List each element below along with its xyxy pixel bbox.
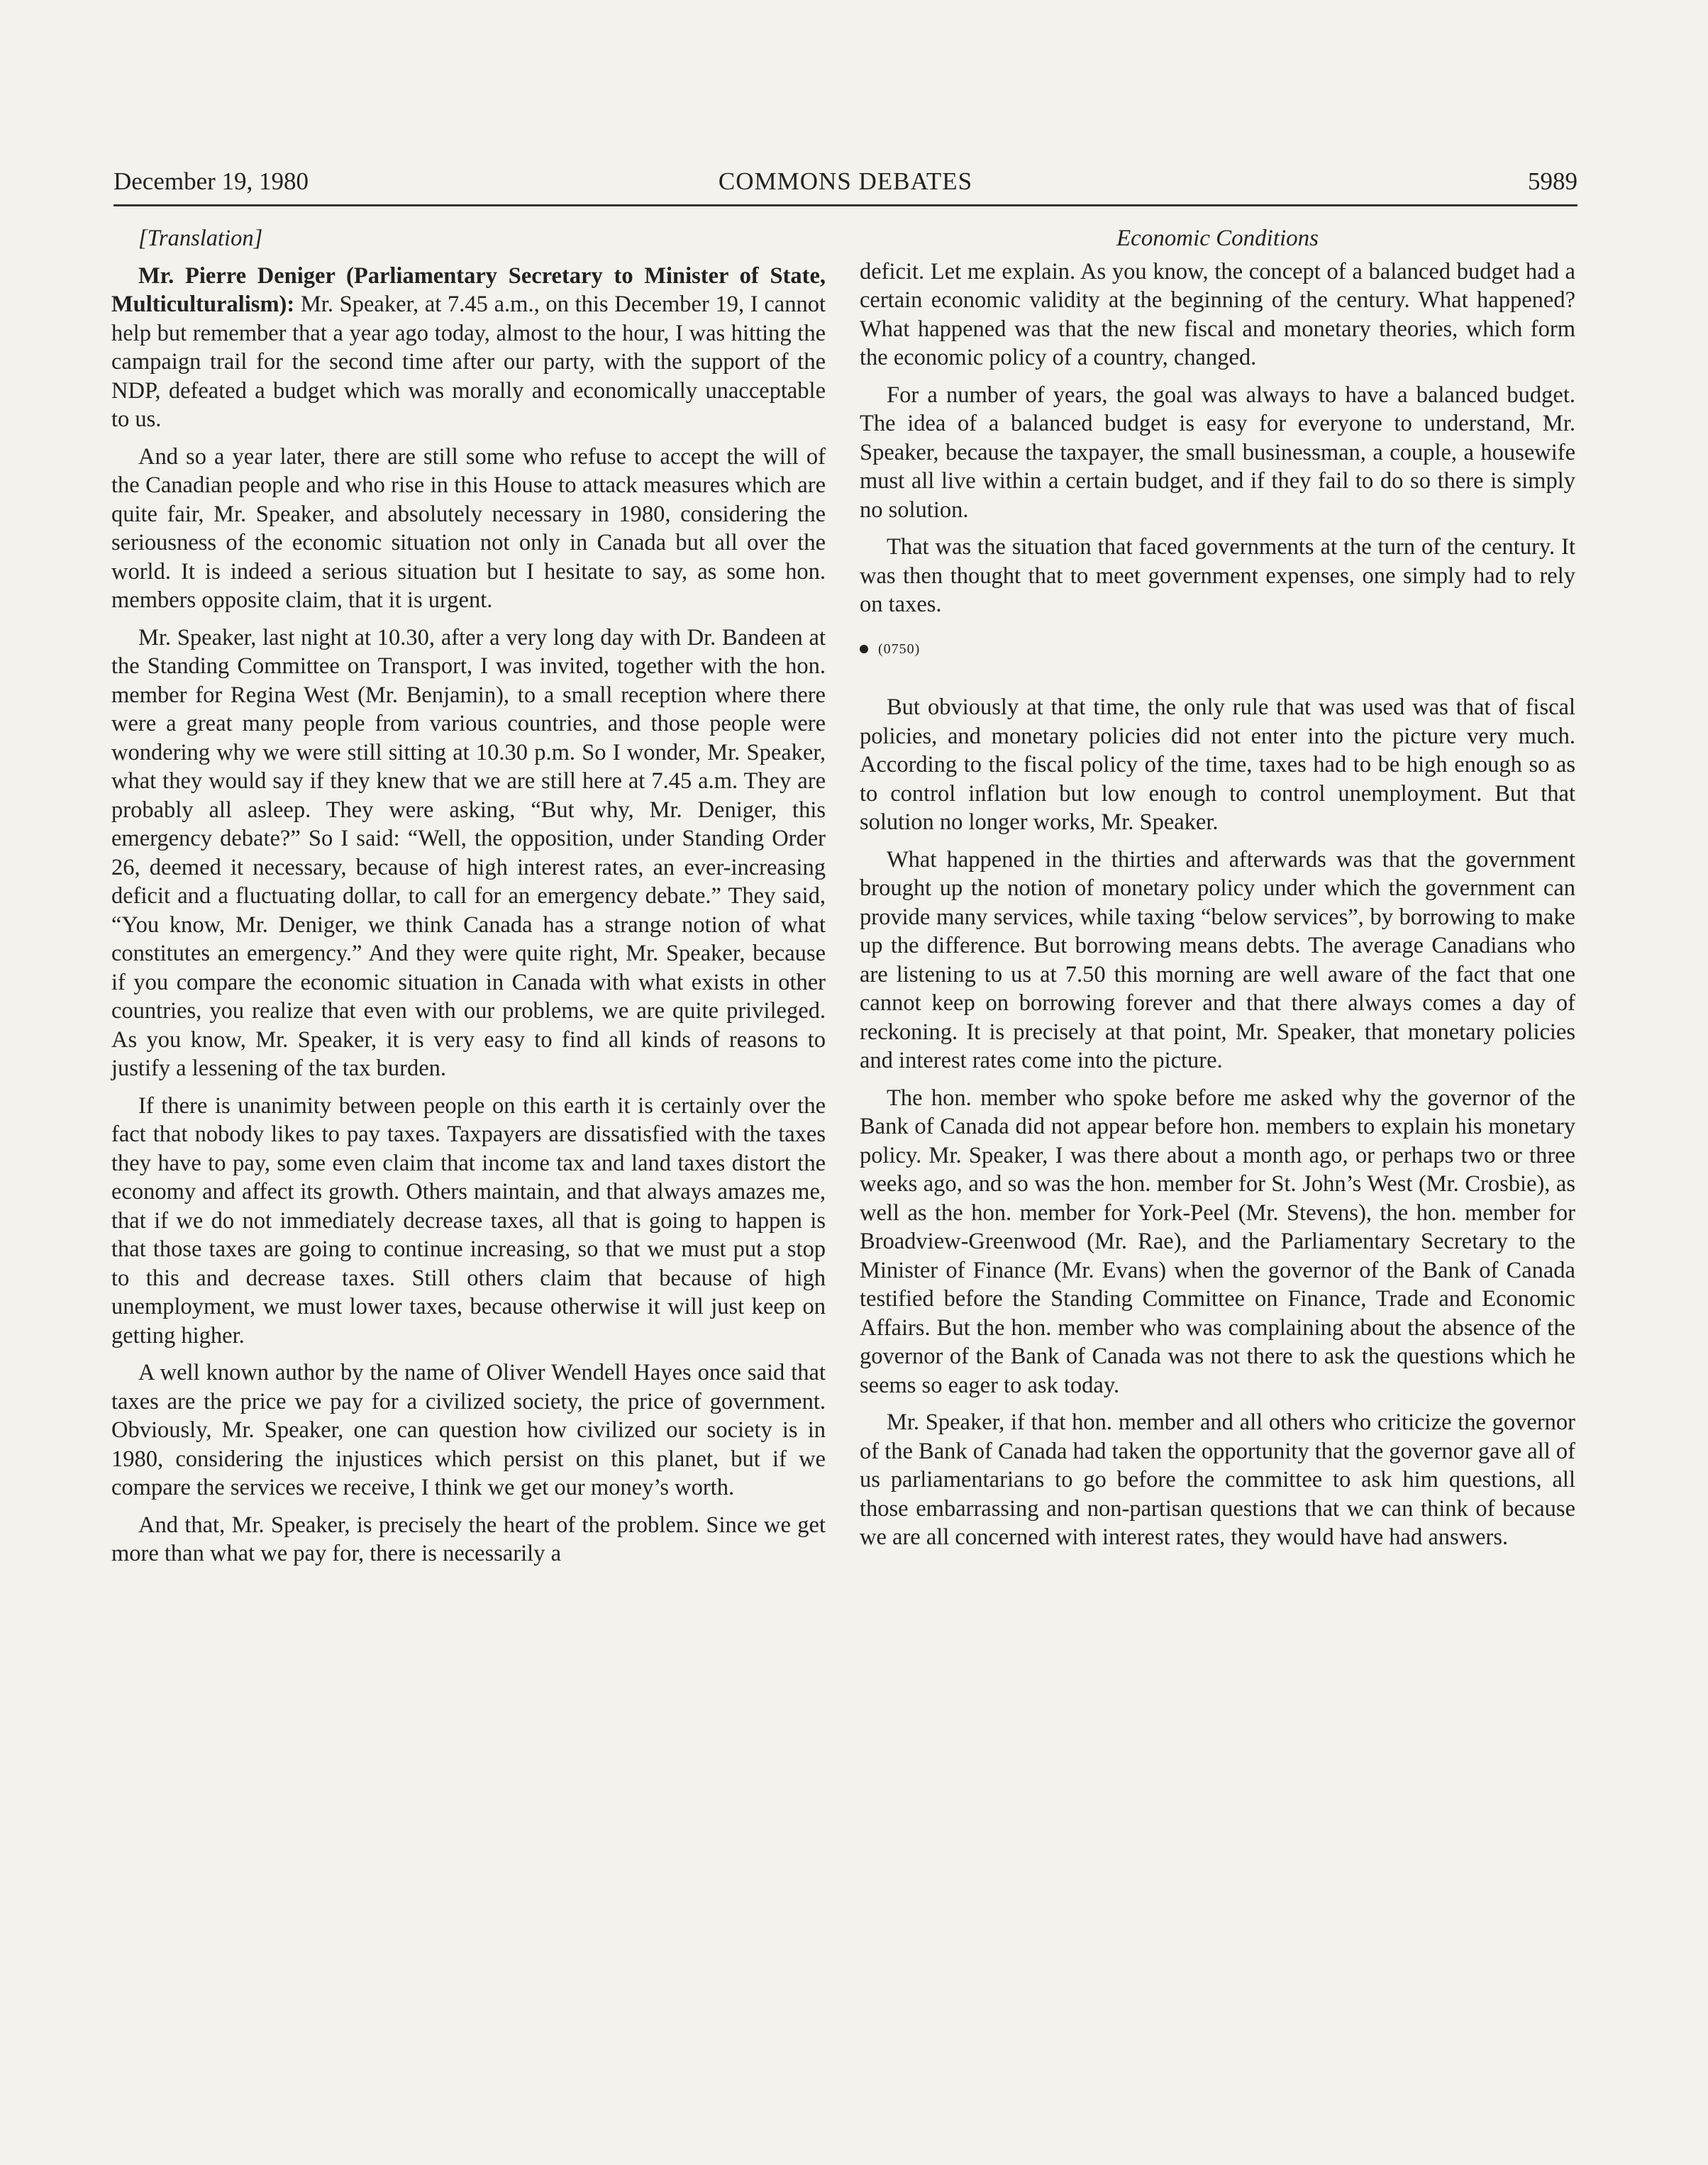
paragraph: For a number of years, the goal was always to have a balanced budget. The idea of a balanced budget is easy for everyone to understand, Mr. Speaker, because the taxpayer, the small businessman, a couple, a housewife must all live within a certain budget, and if they fail to do so there is simply no solution. — [860, 382, 1575, 523]
speaker-name: Mr. Pierre Deniger (Parliamentary Secretary to Minister of State, Multiculturalism): — [111, 262, 826, 317]
paragraph: If there is unanimity between people on this earth it is certainly over the fact that nobody likes to pay taxes. Taxpayers are dissatisfied with the taxes they have to pay, some even claim that income tax and land taxes distort the economy and affect its growth. Others maintain, and that always amazes me, that if we do not immediately decrease taxes, all that is going to happen is that those taxes are going to continue increasing, so that we must put a stop to this and decrease taxes. Still others claim that because of high unemployment, we must lower taxes, because otherwise it will just keep on getting higher. — [111, 1092, 826, 1349]
paragraph: Mr. Speaker, last night at 10.30, after a very long day with Dr. Bandeen at the Standing Committee on Transport, I was invited, together with the hon. member for Regina West (Mr. Benjamin), to a small reception where there were a great many people from various countries, and those people were wondering why we were still sitting at 10.30 p.m. So I wonder, Mr. Speaker, what they would say if they knew that we are still here at 7.45 a.m. They are probably all asleep. They were asking, “But why, Mr. Deniger, this emergency debate?” So I said: “Well, the opposition, under Standing Order 26, deemed it necessary, because of high interest rates, an ever-increasing deficit and a fluctuating dollar, to call for an emergency debate.” They said, “You know, Mr. Deniger, we think Canada has a strange notion of what constitutes an emergency.” And they were quite right, Mr. Speaker, because if you compare the economic situation in Canada with what exists in other countries, you realize that even with our problems, we are quite privileged. As you know, Mr. Speaker, it is very easy to find all kinds of reasons to justify a lessening of the tax burden. — [111, 624, 826, 1081]
paragraph: Mr. Speaker, if that hon. member and all others who criticize the governor of the Bank of Canada had taken the opportunity that the governor gave all of us parliamentarians to go before the committee to ask him questions, all those embarrassing and non-partisan questions that we can think of because we are all concerned with interest rates, they would have had answers. — [860, 1410, 1575, 1550]
paragraph: But obviously at that time, the only rule that was used was that of fiscal policies, and monetary policies did not enter into the picture very much. According to the fiscal policy of the time, taxes had to be high enough so as to control inflation but low enough to control unemployment. But that solution no longer works, Mr. Speaker. — [860, 694, 1575, 835]
time-marker — [860, 635, 1575, 664]
paragraph: The hon. member who spoke before me asked why the governor of the Bank of Canada did not appear before hon. members to explain his monetary policy. Mr. Speaker, I was there about a month ago, or perhaps two or three weeks ago, and so was the hon. member for St. John’s West (Mr. Crosbie), as well as the hon. member for York-Peel (Mr. Stevens), the hon. member for Broadview-Greenwood (Mr. Rae), and the Parliamentary Secretary to the Minister of Finance (Mr. Evans) when the governor of the Bank of Canada testified before the Standing Committee on Finance, Trade and Economic Affairs. But the hon. member who was complaining about the absence of the governor of the Bank of Canada was not there to ask the questions which he seems so eager to ask today. — [860, 1085, 1575, 1398]
time-marker-text: (0750) — [878, 641, 921, 657]
paragraph: A well known author by the name of Oliver Wendell Hayes once said that taxes are the price we pay for a civilized society, the price of government. Obviously, Mr. Speaker, one can question how civilized our society is in 1980, considering the injustices which persist on this planet, but if we compare the services we receive, I think we get our money’s worth. — [111, 1360, 826, 1500]
right-column — [860, 224, 1575, 1561]
paragraph: And that, Mr. Speaker, is precisely the heart of the problem. Since we get more than what we pay for, there is necessarily a — [111, 1512, 826, 1566]
bullet-icon — [860, 645, 868, 653]
header-title: COMMONS DEBATES — [718, 167, 973, 195]
header-date: December 19, 1980 — [113, 167, 309, 195]
paragraph-continuation: deficit. Let me explain. As you know, the concept of a balanced budget had a certain economic validity at the beginning of the century. What happened? What happened was that the new fiscal and monetary theories, which form the economic policy of a country, changed. — [860, 258, 1575, 370]
paragraph: And so a year later, there are still some who refuse to accept the will of the Canadian people and who rise in this House to attack measures which are quite fair, Mr. Speaker, and absolutely necessary in 1980, considering the seriousness of the economic situation not only in Canada but all over the world. It is indeed a serious situation but I hesitate to say, as some hon. members opposite claim, that it is urgent. — [111, 443, 826, 613]
column-heading: Economic Conditions — [1116, 226, 1319, 251]
paragraph: That was the situation that faced governments at the turn of the century. It was then thought that to meet government expenses, one simply had to rely on taxes. — [860, 534, 1575, 617]
speech-opening — [111, 262, 826, 434]
paragraph: What happened in the thirties and afterwards was that the government brought up the notion of monetary policy under which the government can provide many services, while taxing “below services”, by borrowing to make up the difference. But borrowing means debts. The average Canadians who are listening to us at 7.50 this morning are well aware of the fact that one cannot keep on borrowing forever and that there always comes a day of reckoning. It is precisely at that point, Mr. Speaker, that monetary policies and interest rates come into the picture. — [860, 846, 1575, 1073]
translation-rubric: [Translation] — [138, 226, 263, 251]
page-number: 5989 — [1528, 167, 1577, 195]
page-header — [113, 167, 1577, 206]
speech-opening-text: Mr. Speaker, at 7.45 a.m., on this December 19, I cannot help but remember that a year ago today, almost to the hour, I was hitting the campaign trail for the second time after our party, with the support of the NDP, defeated a budget which was morally and economically unacceptable to us. — [111, 292, 826, 432]
left-column — [111, 224, 826, 1577]
